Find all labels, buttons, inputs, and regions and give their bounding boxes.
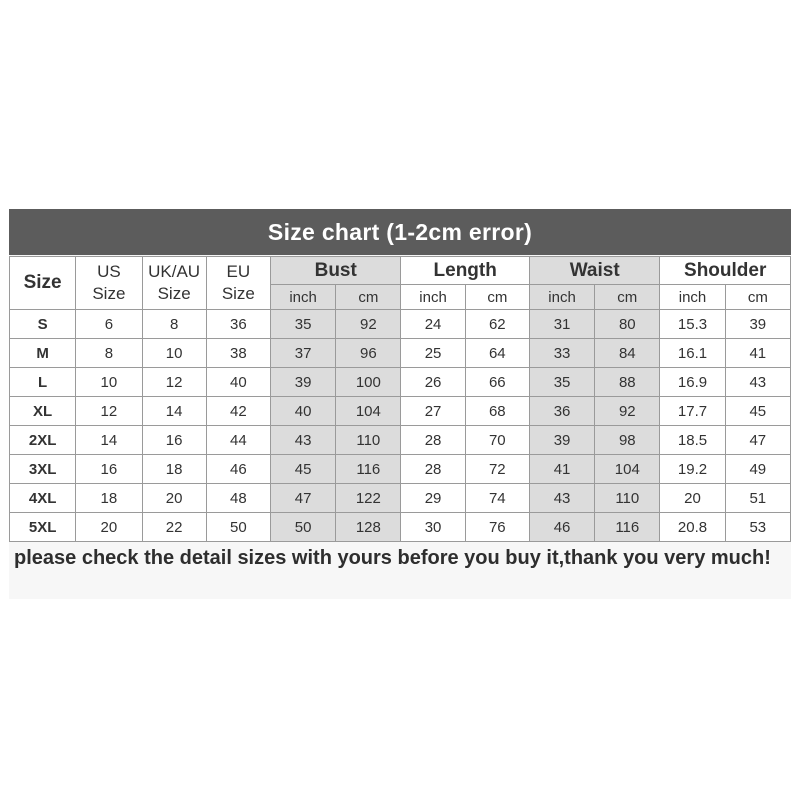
header-shoulder: Shoulder — [660, 257, 791, 285]
cell-ukau: 20 — [142, 484, 206, 513]
cell-length-in: 29 — [401, 484, 465, 513]
header-us-size: US Size — [76, 257, 142, 310]
cell-bust-in: 50 — [270, 513, 335, 542]
cell-bust-cm: 92 — [336, 310, 401, 339]
table-row — [10, 484, 791, 513]
cell-length-in: 28 — [401, 455, 465, 484]
cell-length-in: 28 — [401, 426, 465, 455]
cell-bust-cm: 116 — [336, 455, 401, 484]
cell-ukau: 8 — [142, 310, 206, 339]
cell-eu: 46 — [206, 455, 270, 484]
header-row-top — [10, 257, 791, 285]
cell-shoulder-cm: 45 — [725, 397, 790, 426]
cell-waist-in: 41 — [529, 455, 594, 484]
header-length: Length — [401, 257, 529, 285]
cell-size: L — [10, 368, 76, 397]
cell-bust-in: 37 — [270, 339, 335, 368]
cell-waist-in: 33 — [529, 339, 594, 368]
cell-shoulder-cm: 41 — [725, 339, 790, 368]
cell-shoulder-cm: 47 — [725, 426, 790, 455]
cell-length-in: 27 — [401, 397, 465, 426]
cell-shoulder-in: 20 — [660, 484, 725, 513]
cell-bust-cm: 110 — [336, 426, 401, 455]
chart-title: Size chart (1-2cm error) — [9, 209, 791, 255]
cell-bust-cm: 128 — [336, 513, 401, 542]
table-row — [10, 310, 791, 339]
cell-eu: 50 — [206, 513, 270, 542]
cell-eu: 48 — [206, 484, 270, 513]
cell-waist-cm: 84 — [595, 339, 660, 368]
cell-length-in: 30 — [401, 513, 465, 542]
unit-cm: cm — [725, 285, 790, 310]
cell-shoulder-in: 16.9 — [660, 368, 725, 397]
cell-eu: 40 — [206, 368, 270, 397]
cell-ukau: 22 — [142, 513, 206, 542]
cell-waist-in: 46 — [529, 513, 594, 542]
cell-bust-cm: 100 — [336, 368, 401, 397]
size-chart — [9, 209, 791, 599]
cell-eu: 44 — [206, 426, 270, 455]
cell-us: 20 — [76, 513, 142, 542]
cell-bust-in: 47 — [270, 484, 335, 513]
cell-shoulder-in: 20.8 — [660, 513, 725, 542]
unit-inch: inch — [529, 285, 594, 310]
cell-shoulder-in: 17.7 — [660, 397, 725, 426]
size-table — [9, 256, 791, 542]
cell-us: 12 — [76, 397, 142, 426]
cell-us: 16 — [76, 455, 142, 484]
cell-length-cm: 72 — [465, 455, 529, 484]
table-row — [10, 426, 791, 455]
cell-length-cm: 68 — [465, 397, 529, 426]
cell-size: 2XL — [10, 426, 76, 455]
table-row — [10, 513, 791, 542]
cell-length-cm: 76 — [465, 513, 529, 542]
cell-bust-cm: 96 — [336, 339, 401, 368]
cell-us: 14 — [76, 426, 142, 455]
cell-waist-cm: 88 — [595, 368, 660, 397]
cell-bust-cm: 122 — [336, 484, 401, 513]
cell-shoulder-cm: 53 — [725, 513, 790, 542]
cell-waist-cm: 92 — [595, 397, 660, 426]
cell-waist-cm: 116 — [595, 513, 660, 542]
cell-eu: 38 — [206, 339, 270, 368]
cell-bust-cm: 104 — [336, 397, 401, 426]
cell-size: 3XL — [10, 455, 76, 484]
table-row — [10, 339, 791, 368]
unit-inch: inch — [270, 285, 335, 310]
cell-waist-cm: 98 — [595, 426, 660, 455]
cell-ukau: 16 — [142, 426, 206, 455]
cell-size: S — [10, 310, 76, 339]
cell-length-cm: 62 — [465, 310, 529, 339]
cell-length-cm: 66 — [465, 368, 529, 397]
cell-ukau: 10 — [142, 339, 206, 368]
unit-inch: inch — [660, 285, 725, 310]
cell-shoulder-in: 15.3 — [660, 310, 725, 339]
cell-size: 5XL — [10, 513, 76, 542]
cell-bust-in: 45 — [270, 455, 335, 484]
cell-waist-in: 35 — [529, 368, 594, 397]
cell-waist-in: 31 — [529, 310, 594, 339]
cell-waist-cm: 104 — [595, 455, 660, 484]
cell-length-cm: 70 — [465, 426, 529, 455]
cell-waist-in: 39 — [529, 426, 594, 455]
header-size: Size — [10, 257, 76, 310]
cell-length-cm: 64 — [465, 339, 529, 368]
table-row — [10, 368, 791, 397]
header-ukau-size: UK/AU Size — [142, 257, 206, 310]
cell-bust-in: 43 — [270, 426, 335, 455]
header-bust: Bust — [270, 257, 400, 285]
cell-us: 18 — [76, 484, 142, 513]
cell-waist-in: 43 — [529, 484, 594, 513]
cell-waist-in: 36 — [529, 397, 594, 426]
cell-us: 8 — [76, 339, 142, 368]
table-row — [10, 397, 791, 426]
cell-bust-in: 35 — [270, 310, 335, 339]
cell-waist-cm: 110 — [595, 484, 660, 513]
cell-shoulder-cm: 51 — [725, 484, 790, 513]
cell-size: M — [10, 339, 76, 368]
cell-shoulder-cm: 43 — [725, 368, 790, 397]
cell-length-in: 24 — [401, 310, 465, 339]
cell-ukau: 18 — [142, 455, 206, 484]
cell-shoulder-in: 16.1 — [660, 339, 725, 368]
unit-cm: cm — [336, 285, 401, 310]
cell-ukau: 12 — [142, 368, 206, 397]
header-waist: Waist — [529, 257, 659, 285]
footer-note: please check the detail sizes with yours before you buy it,thank you very much! — [14, 547, 771, 569]
cell-bust-in: 39 — [270, 368, 335, 397]
cell-size: XL — [10, 397, 76, 426]
unit-cm: cm — [465, 285, 529, 310]
cell-size: 4XL — [10, 484, 76, 513]
table-row — [10, 455, 791, 484]
cell-waist-cm: 80 — [595, 310, 660, 339]
cell-shoulder-in: 18.5 — [660, 426, 725, 455]
cell-bust-in: 40 — [270, 397, 335, 426]
header-eu-size: EU Size — [206, 257, 270, 310]
cell-length-cm: 74 — [465, 484, 529, 513]
unit-cm: cm — [595, 285, 660, 310]
cell-us: 10 — [76, 368, 142, 397]
cell-length-in: 26 — [401, 368, 465, 397]
cell-shoulder-cm: 49 — [725, 455, 790, 484]
unit-inch: inch — [401, 285, 465, 310]
cell-ukau: 14 — [142, 397, 206, 426]
cell-length-in: 25 — [401, 339, 465, 368]
cell-shoulder-in: 19.2 — [660, 455, 725, 484]
cell-eu: 42 — [206, 397, 270, 426]
cell-shoulder-cm: 39 — [725, 310, 790, 339]
table-body — [10, 310, 791, 542]
cell-eu: 36 — [206, 310, 270, 339]
cell-us: 6 — [76, 310, 142, 339]
